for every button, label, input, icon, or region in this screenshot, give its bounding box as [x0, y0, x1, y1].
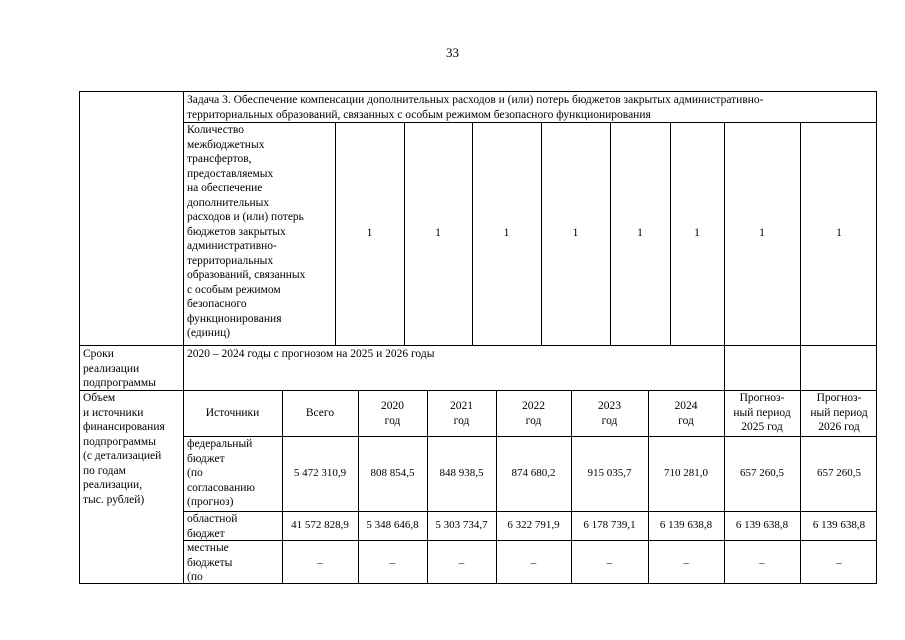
header-forecast-2026-line: ный период: [810, 406, 868, 419]
row-regional-2026: 6 139 638,8: [812, 519, 866, 531]
row-local-2023: –: [606, 557, 613, 569]
header-forecast-2026: [800, 391, 877, 435]
row-local-2021: –: [458, 557, 465, 569]
indicator-value-2023: 1: [572, 227, 579, 239]
financing-label: [83, 391, 183, 507]
row-regional-source-line: бюджет: [187, 527, 225, 540]
indicator-label-line: межбюджетных: [187, 138, 265, 151]
terms-label: [83, 347, 183, 391]
row-federal-source-line: бюджет: [187, 452, 225, 465]
row-federal-source-line: (прогноз): [187, 496, 234, 508]
task-title: [187, 93, 877, 122]
header-2022-line: год: [525, 414, 542, 427]
header-2024-line: год: [678, 414, 694, 427]
financing-label-line: реализации,: [83, 479, 143, 491]
indicator-value-2026: 1: [836, 227, 842, 239]
indicator-label-line: дополнительных: [187, 196, 270, 209]
financing-label-line: по годам: [83, 464, 126, 477]
terms-label-line: реализации: [83, 362, 140, 375]
row-regional-total: 41 572 828,9: [291, 519, 349, 531]
grid-line: [183, 511, 877, 512]
row-federal-2021: 848 938,5: [439, 467, 484, 479]
indicator-label-line: образований, связанных: [187, 269, 306, 281]
terms-label-line: подпрограммы: [83, 377, 156, 389]
indicator-value-2020: 1: [366, 227, 373, 239]
row-local-source-line: (по: [187, 571, 203, 583]
header-2024: [648, 399, 724, 428]
indicator-value-2021: 1: [435, 227, 441, 239]
row-federal-source: [187, 437, 282, 510]
header-2020-line: год: [384, 414, 401, 427]
indicator-label-line: административно-: [187, 240, 277, 252]
row-local-2026: –: [836, 557, 842, 569]
task-title-line: территориальных образований, связанных с особым режимом безопасного функционирования: [187, 108, 651, 121]
row-federal-2020: 808 854,5: [370, 467, 415, 479]
row-federal-2023: 915 035,7: [587, 467, 632, 479]
header-forecast-2025-line: Прогноз-: [739, 392, 785, 404]
header-total: Всего: [305, 407, 335, 419]
indicator-value-2025: 1: [759, 227, 765, 239]
indicator-label-line: Количество: [187, 124, 244, 136]
header-2023: [571, 399, 648, 428]
row-regional-2020: 5 348 646,8: [366, 519, 419, 531]
row-regional-2023: 6 178 739,1: [583, 519, 636, 531]
financing-label-line: тыс. рублей): [83, 493, 145, 506]
row-local-2024: –: [683, 557, 689, 569]
indicator-label-line: бюджетов закрытых: [187, 225, 286, 238]
row-local-source-line: бюджеты: [187, 556, 233, 569]
header-2023-line: 2023: [598, 400, 621, 412]
header-2021-line: 2021: [450, 400, 473, 412]
row-federal-2022: 874 680,2: [511, 467, 556, 479]
indicator-value-extra: 1: [694, 227, 700, 239]
financing-label-line: и источники: [83, 406, 144, 419]
page-number: 33: [446, 45, 459, 60]
financing-label-line: финансирования: [83, 421, 165, 433]
header-forecast-2026-line: 2026 год: [818, 421, 860, 433]
task-title-line: Задача 3. Обеспечение компенсации дополнительных расходов и (или) потерь бюджетов закрытых административно-: [187, 94, 764, 106]
financing-label-line: (с детализацией: [83, 450, 162, 462]
header-forecast-2026-line: Прогноз-: [816, 392, 862, 404]
row-regional-source-line: областной: [187, 513, 238, 525]
grid-line: [800, 122, 801, 584]
row-regional-source: [187, 512, 282, 541]
header-2023-line: год: [601, 414, 618, 427]
header-2022: [496, 399, 571, 428]
row-local-source: [187, 541, 282, 584]
row-federal-2026: 657 260,5: [817, 467, 861, 479]
row-local-source-line: местные: [187, 542, 229, 554]
header-2021-line: год: [453, 414, 470, 427]
row-federal-2025: 657 260,5: [740, 467, 784, 479]
row-local-2020: –: [389, 557, 396, 569]
row-regional-2025: 6 139 638,8: [735, 519, 789, 531]
header-2020-line: 2020: [381, 400, 404, 412]
row-regional-2024: 6 139 638,8: [659, 519, 713, 531]
row-federal-total: 5 472 310,9: [293, 467, 347, 479]
row-federal-source-line: согласованию: [187, 481, 255, 494]
header-2022-line: 2022: [522, 400, 545, 412]
row-federal-2024: 710 281,0: [664, 467, 708, 479]
header-forecast-2025-line: 2025 год: [741, 421, 783, 433]
header-2020: [358, 399, 427, 428]
header-2021: [427, 399, 496, 428]
grid-line: [183, 436, 877, 437]
row-local-total: –: [317, 557, 323, 569]
indicator-value-2024: 1: [637, 227, 643, 239]
terms-value: 2020 – 2024 годы с прогнозом на 2025 и 2026 годы: [187, 348, 435, 360]
row-federal-source-line: (по: [187, 467, 203, 479]
indicator-value-2022: 1: [503, 227, 510, 239]
indicator-label: [187, 123, 335, 341]
row-local-2025: –: [759, 557, 765, 569]
subprogram-table: [79, 91, 877, 584]
row-local-2022: –: [530, 557, 537, 569]
terms-label-line: Сроки: [83, 348, 114, 360]
header-2024-line: 2024: [674, 400, 698, 412]
grid-line: [80, 345, 877, 346]
indicator-label-line: расходов и (или) потерь: [187, 211, 304, 223]
indicator-label-line: безопасного: [187, 298, 247, 310]
grid-line: [183, 540, 877, 541]
header-forecast-2025: [724, 391, 800, 435]
indicator-label-line: предоставляемых: [187, 167, 274, 180]
financing-label-line: подпрограммы: [83, 435, 156, 448]
row-federal-source-line: федеральный: [187, 438, 253, 450]
indicator-label-line: на обеспечение: [187, 182, 263, 194]
header-sources: Источники: [205, 407, 260, 419]
indicator-label-line: функционирования: [187, 312, 282, 325]
indicator-label-line: территориальных: [187, 254, 274, 267]
grid-line: [724, 122, 725, 390]
financing-label-line: Объем: [83, 392, 116, 404]
indicator-label-line: трансфертов,: [187, 153, 252, 165]
indicator-label-line: с особым режимом: [187, 283, 281, 296]
row-regional-2021: 5 303 734,7: [435, 519, 488, 531]
header-forecast-2025-line: ный период: [733, 406, 791, 419]
indicator-label-line: (единиц): [187, 327, 231, 339]
row-regional-2022: 6 322 791,9: [507, 519, 560, 531]
